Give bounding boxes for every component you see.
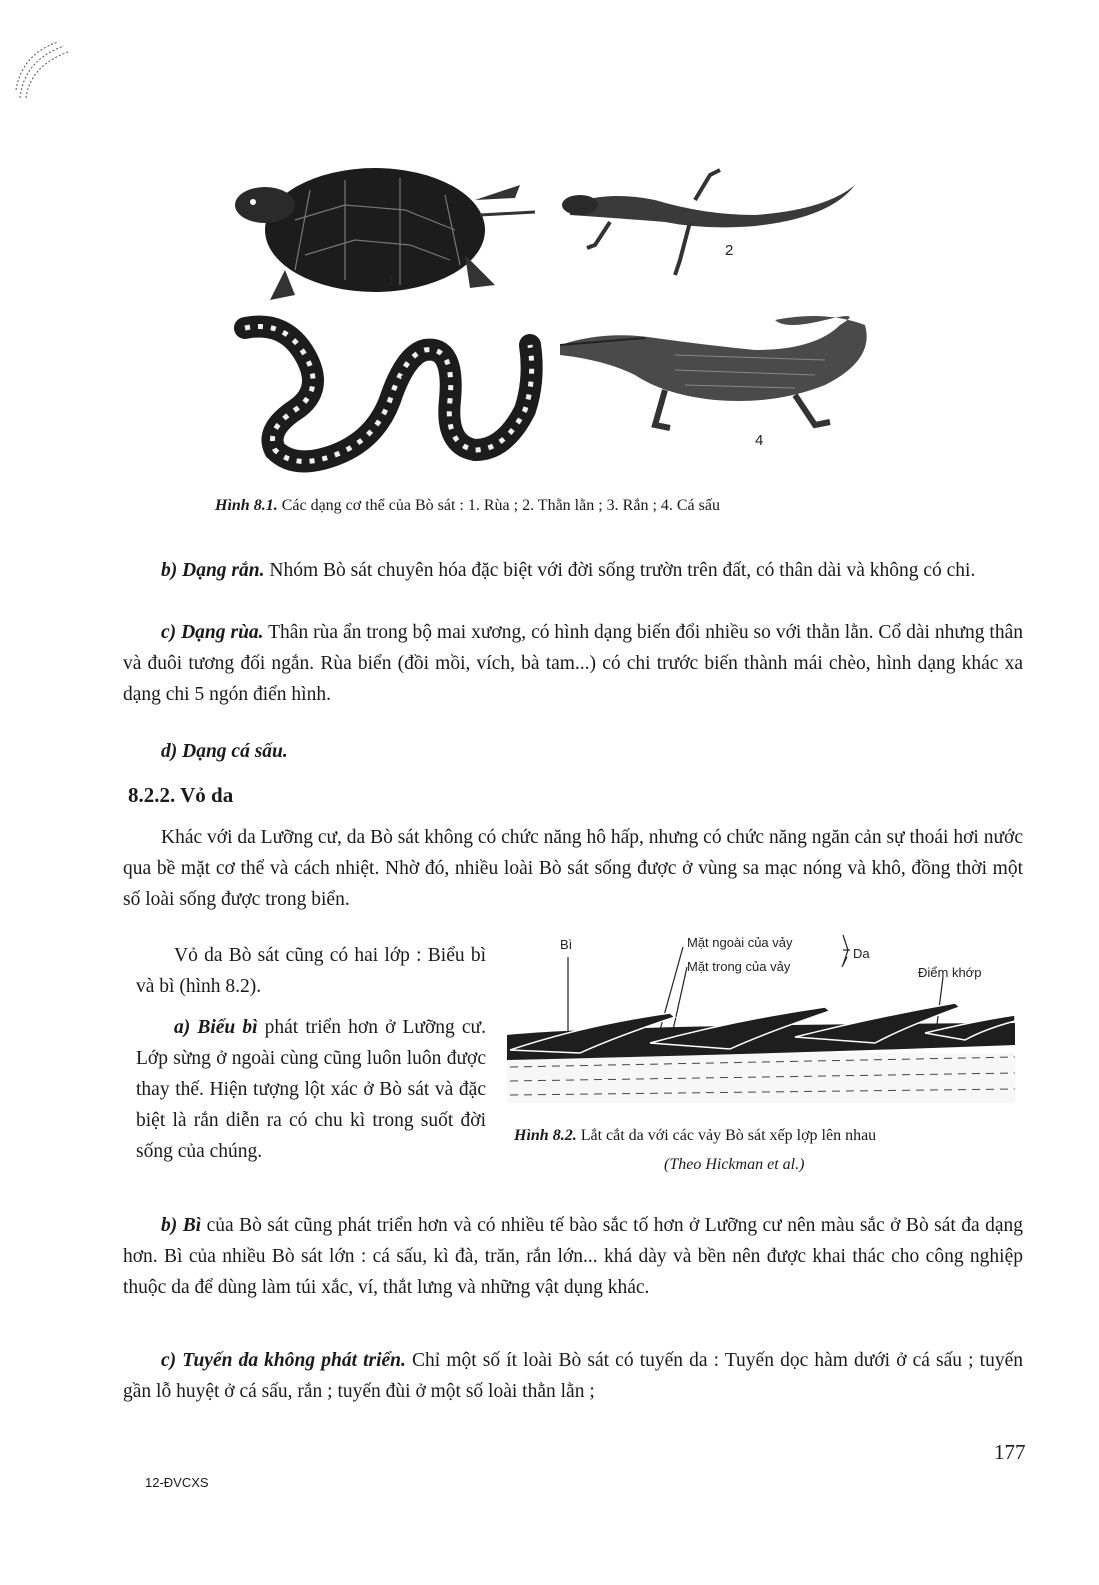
label-inner-scale: Mặt trong của vảy [687, 959, 791, 974]
figure1-caption-label: Hình 8.1. [215, 497, 278, 514]
para-snake-form [123, 555, 1023, 586]
figure2-caption [514, 1127, 876, 1145]
figure2-source: (Theo Hickman et al.) [664, 1156, 805, 1173]
para-skin: Khác với da Lưỡng cư, da Bò sát không có chức năng hô hấp, nhưng có chức năng ngăn cản sự thoái hơi nước qua bề mặt cơ thể và cách nhiệt. Nhờ đó, nhiều loài Bò sát sống được ở vùng sa mạc nóng và khô, đồng thời một số loài sống được trong biển. [123, 827, 1023, 910]
figure1-caption-text: Các dạng cơ thể của Bò sát : 1. Rùa ; 2. Thằn lằn ; 3. Rắn ; 4. Cá sấu [281, 497, 720, 514]
para-turtle-form [123, 617, 1023, 710]
para-skin-glands-text: Chỉ một số ít loài Bò sát có tuyến da : Tuyến dọc hàm dưới ở cá sấu ; tuyến gần lỗ huyệt ở cá sấu, rắn ; tuyến đùi ở một số loài thằn lằn ; [123, 1350, 1023, 1402]
para-snake-form-text: Nhóm Bò sát chuyên hóa đặc biệt với đời sống trườn trên đất, có thân dài và không có chi. [264, 560, 976, 581]
para-turtle-form-label: c) Dạng rùa. [161, 622, 264, 643]
figure1-caption [215, 497, 720, 515]
para-crocodile-form [123, 736, 1023, 767]
figure-skin-section [505, 925, 1025, 1115]
para-epidermis [136, 1012, 486, 1167]
snake-illustration [245, 327, 532, 462]
figure2-caption-text: Lắt cắt da với các vảy Bò sát xếp lợp lên nhau [580, 1127, 877, 1144]
label-joint: Điểm khớp [918, 965, 982, 980]
para-dermis [123, 1210, 1023, 1303]
lizard-illustration [562, 170, 855, 275]
page-number: 177 [994, 1440, 1026, 1464]
para-skin-glands [123, 1345, 1023, 1407]
para-epidermis-text: phát triển hơn ở Lưỡng cư. Lớp sừng ở ngoài cùng cũng luôn luôn được thay thế. Hiện tượng lột xác ở Bò sát và đặc biệt là rắn diễn ra có chu kì trong suốt đời sống của chúng. [136, 1017, 486, 1162]
para-skin-glands-label: c) Tuyến da không phát triển. [161, 1350, 406, 1371]
para-dermis-text: của Bò sát cũng phát triển hơn và có nhiều tế bào sắc tố hơn ở Lưỡng cư nên màu sắc ở Bò sát đa dạng hơn. Bì của nhiều Bò sát lớn : cá sấu, kì đà, trăn, rắn lớn... khá dày và bền nên được khai thác cho công nghiệp thuộc da để dùng làm túi xắc, ví, thắt lưng và những vật dụng khác. [123, 1215, 1024, 1298]
para-dermis-label: b) Bì [161, 1215, 202, 1236]
figure2-caption-label: Hình 8.2. [514, 1127, 577, 1144]
figure1-label-2: 2 [725, 242, 734, 259]
para-epidermis-label: a) Biểu bì [174, 1017, 258, 1038]
section-heading: 8.2.2. Vỏ da [128, 783, 234, 807]
para-skin-layers: Vỏ da Bò sát cũng có hai lớp : Biểu bì và bì (hình 8.2). [136, 945, 486, 997]
book-code: 12-ĐVCXS [145, 1475, 209, 1490]
turtle-illustration [235, 168, 535, 300]
crocodile-illustration [560, 316, 867, 428]
figure1-label-1: 1 [387, 272, 396, 289]
figure1-label-4: 4 [755, 432, 764, 449]
figure1-label-3: 3 [400, 372, 409, 389]
figure-reptile-body-forms [225, 160, 885, 490]
label-outer-scale: Mặt ngoài của vảy [687, 935, 793, 950]
label-dermis: Bì [560, 937, 573, 952]
para-turtle-form-text: Thân rùa ẩn trong bộ mai xương, có hình dạng biến đổi nhiều so với thằn lằn. Cổ dài nhưng thân và đuôi tương đối ngắn. Rùa biển (đồi mồi, vích, bà tam...) có chi trước biến thành mái chèo, hình dạng khác xa dạng chi 5 ngón điển hình. [123, 622, 1024, 705]
para-snake-form-label: b) Dạng rắn. [161, 560, 265, 581]
para-crocodile-form-label: d) Dạng cá sấu. [161, 741, 288, 762]
library-stamp [14, 40, 72, 102]
label-skin: Da [853, 946, 870, 961]
